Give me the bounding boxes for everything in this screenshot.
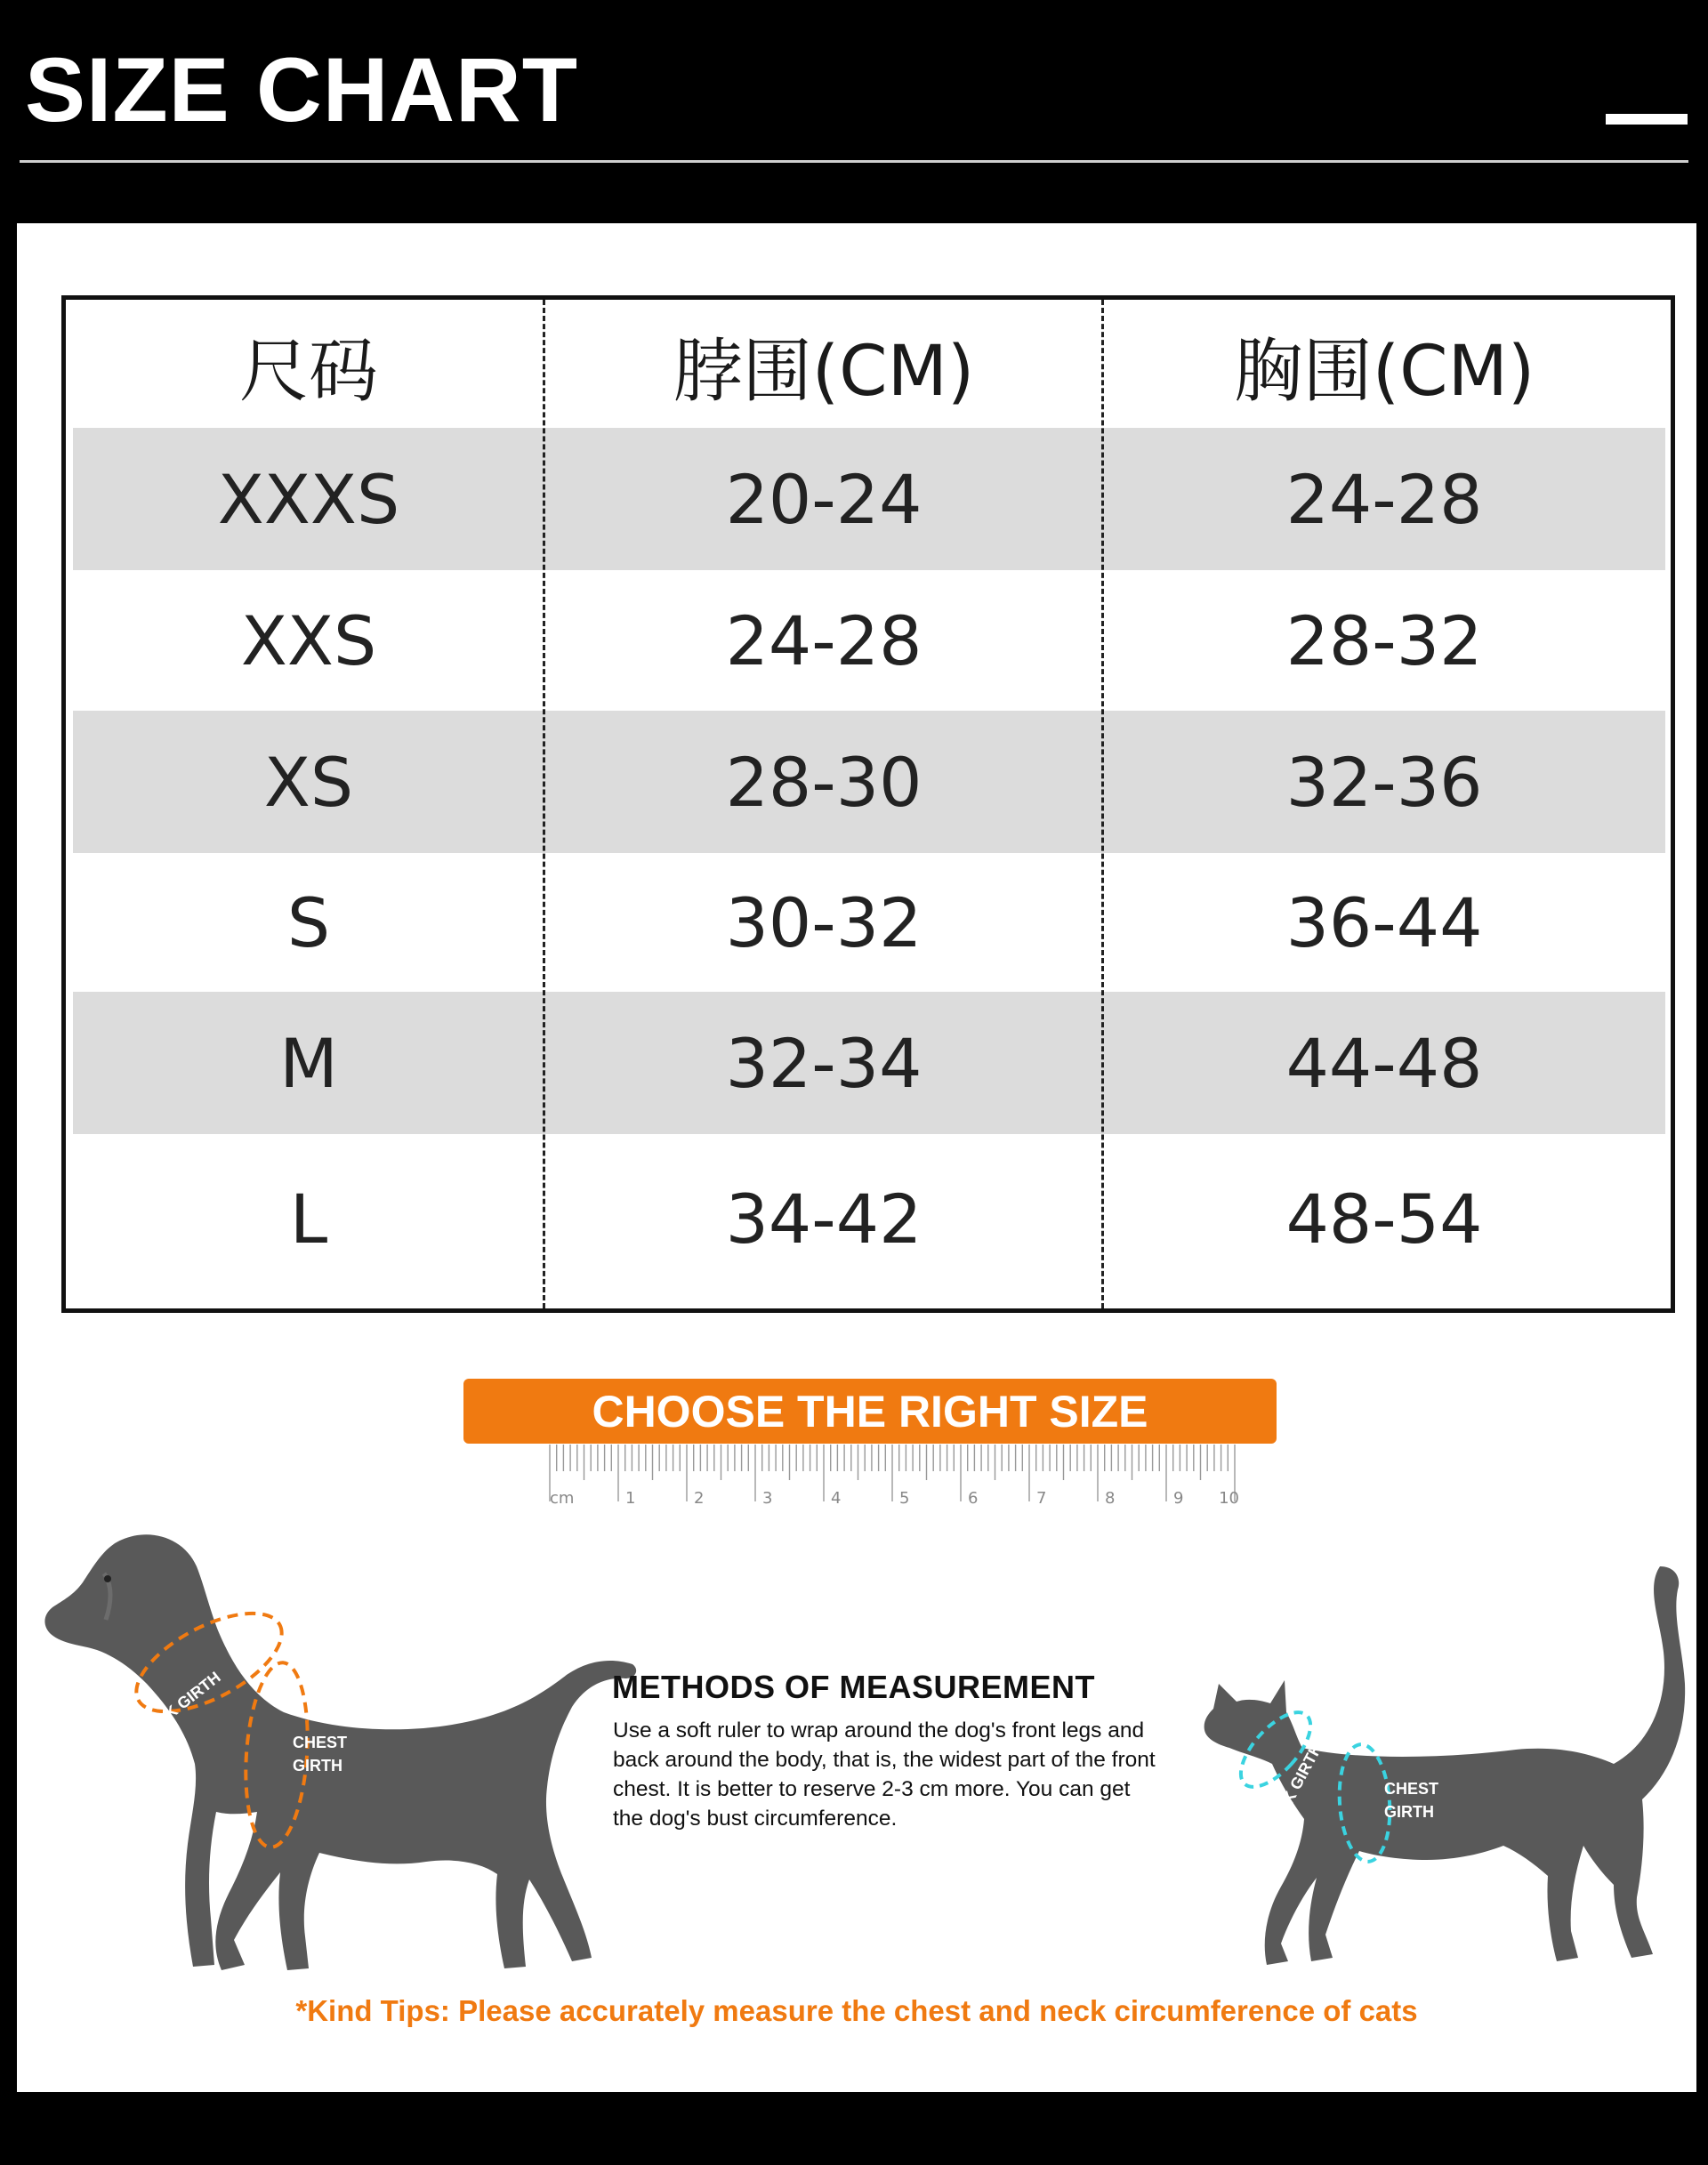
kind-tips: *Kind Tips: Please accurately measure the chest and neck circumference of cats <box>295 1994 1418 2027</box>
cat-illustration <box>1151 1566 1703 1984</box>
cat-chest-label: GIRTH <box>1384 1803 1434 1821</box>
ruler-number: 5 <box>899 1489 910 1508</box>
neck-cell: 28-30 <box>725 742 922 822</box>
dog-illustration <box>35 1531 640 1993</box>
size-cell: XS <box>263 742 354 822</box>
ruler-number: 3 <box>762 1489 773 1508</box>
chest-cell: 36-44 <box>1285 882 1483 962</box>
dog-eye-icon <box>104 1575 111 1582</box>
table-row <box>73 570 1665 711</box>
column-divider <box>1101 300 1104 1308</box>
methods-body: Use a soft ruler to wrap around the dog's front legs and back around the body, that is, the widest part of the front chest. It is better to reserve 2-3 cm more. You can get the dog's bust circumference. <box>613 1718 1156 1831</box>
ruler-number: 9 <box>1173 1489 1184 1508</box>
page-title: SIZE CHART <box>25 39 578 141</box>
dog-silhouette <box>44 1534 636 1970</box>
size-cell: L <box>289 1179 328 1259</box>
size-cell: S <box>286 882 331 962</box>
chest-cell: 24-28 <box>1285 459 1483 539</box>
neck-cell: 34-42 <box>725 1179 922 1259</box>
neck-cell: 24-28 <box>725 600 922 680</box>
dog-neck-label: NECK GIRTH <box>134 1668 224 1744</box>
dog-chest-label: GIRTH <box>293 1757 342 1775</box>
content-panel <box>17 223 1696 2092</box>
table-header-row <box>73 303 1665 428</box>
chest-cell: 48-54 <box>1285 1179 1483 1259</box>
ruler-number: 7 <box>1036 1489 1047 1508</box>
neck-cell: 30-32 <box>725 882 922 962</box>
ruler-number: 1 <box>625 1489 636 1508</box>
methods-title: METHODS OF MEASUREMENT <box>612 1669 1096 1705</box>
size-cell: XXS <box>240 600 377 680</box>
chest-cell: 32-36 <box>1285 742 1483 822</box>
ruler-number: 10 <box>1219 1489 1239 1508</box>
chest-cell: 28-32 <box>1285 600 1483 680</box>
cat-silhouette <box>1204 1566 1686 1965</box>
neck-cell: 32-34 <box>725 1023 922 1103</box>
size-cell: M <box>279 1023 338 1103</box>
minimize-icon <box>1606 114 1688 125</box>
cat-neck-label: NECK GIRTH <box>1262 1740 1326 1837</box>
dog-chest-label: CHEST <box>293 1734 348 1751</box>
table-row <box>73 711 1665 853</box>
chest-cell: 44-48 <box>1285 1023 1483 1103</box>
choose-size-banner: CHOOSE THE RIGHT SIZE <box>463 1379 1277 1444</box>
ruler-number: 2 <box>694 1489 705 1508</box>
ruler-number: 8 <box>1105 1489 1116 1508</box>
table-row <box>73 428 1665 570</box>
table-row <box>73 853 1665 992</box>
ruler-number: 4 <box>831 1489 842 1508</box>
ruler-number: 6 <box>968 1489 979 1508</box>
cat-chest-label: CHEST <box>1384 1780 1439 1798</box>
neck-cell: 20-24 <box>725 459 922 539</box>
header-neck: 脖围(CM) <box>673 332 975 412</box>
header-chest: 胸围(CM) <box>1233 332 1535 412</box>
ruler-graphic <box>530 1445 1239 1516</box>
table-row <box>73 992 1665 1134</box>
column-divider <box>543 300 545 1308</box>
table-row <box>73 1134 1665 1303</box>
header-size: 尺码 <box>238 332 378 412</box>
header-divider <box>20 160 1688 163</box>
ruler-unit: cm <box>550 1489 575 1508</box>
size-cell: XXXS <box>217 459 400 539</box>
size-table <box>61 295 1675 1313</box>
